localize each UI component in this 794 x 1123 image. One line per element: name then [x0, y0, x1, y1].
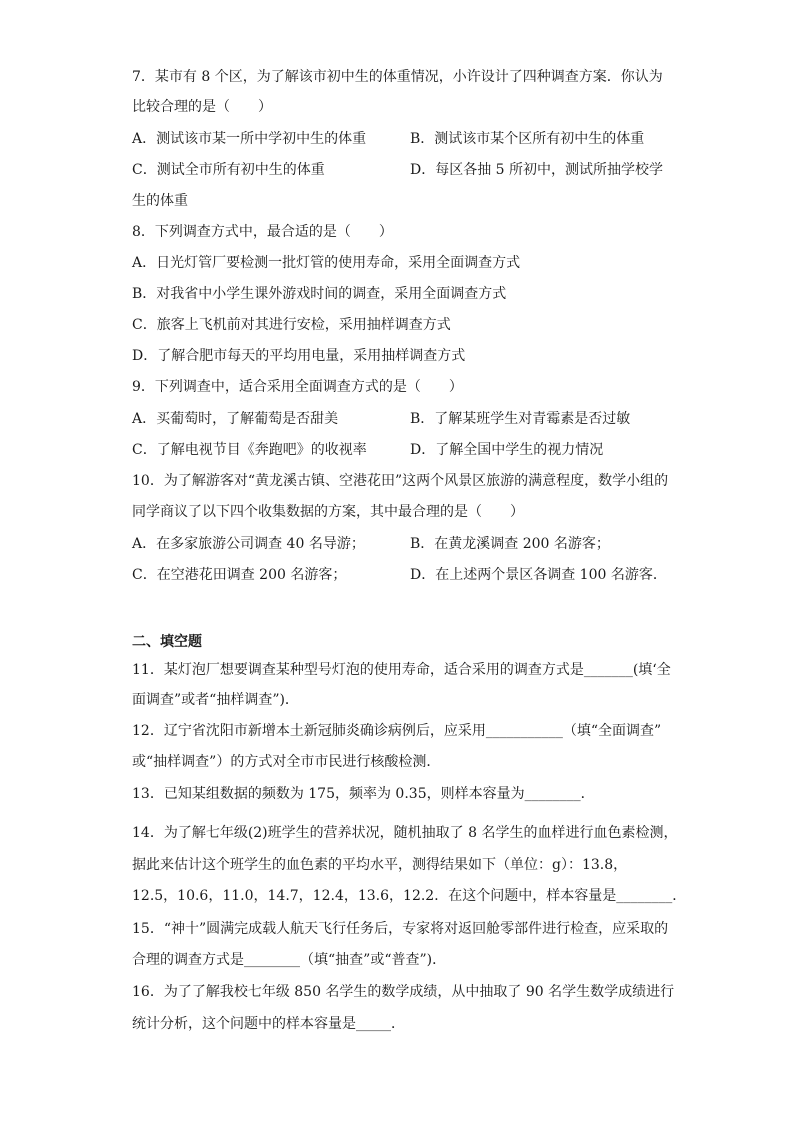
q11-line2: 面调查”或者“抽样调查”)．: [132, 692, 299, 708]
q7-option-c: C．测试全市所有初中生的体重: [132, 162, 325, 178]
q7-option-a: A．测试该市某一所中学初中生的体重: [132, 131, 367, 147]
q15-line1: 15．“神十”圆满完成载人航天飞行任务后，专家将对返回舱零部件进行检查，应采取的: [132, 921, 669, 937]
q7-option-d-line2: 生的体重: [132, 193, 188, 209]
q14-line1: 14．为了解七年级(2)班学生的营养状况，随机抽取了 8 名学生的血样进行血色素检测，: [132, 825, 678, 841]
q8-option-d: D．了解合肥市每天的平均用电量，采用抽样调查方式: [132, 348, 466, 364]
q15-line2: 合理的调查方式是________（填“抽查”或“普查”)．: [132, 952, 447, 968]
q11-line1: 11．某灯泡厂想要调查某种型号灯泡的使用寿命，适合采用的调查方式是_______(填‘全: [132, 662, 671, 678]
q12-line2: 或“抽样调查”）的方式对全市市民进行核酸检测．: [132, 754, 441, 770]
q10-option-a: A．在多家旅游公司调查 40 名导游；: [132, 536, 365, 552]
q10-stem-line1: 10．为了解游客对“黄龙溪古镇、空港花田”这两个风景区旅游的满意程度，数学小组的: [132, 473, 669, 489]
q14-line2: 据此来估计这个班学生的血色素的平均水平，测得结果如下（单位：g）：13.8，: [132, 857, 628, 873]
q12-line1: 12．辽宁省沈阳市新增本土新冠肺炎确诊病例后，应采用___________（填“全面调查”: [132, 723, 662, 739]
q9-option-b: B．了解某班学生对青霉素是否过敏: [410, 411, 631, 427]
q8-option-a: A．日光灯管厂要检测一批灯管的使用寿命，采用全面调查方式: [132, 255, 521, 271]
q16-line1: 16．为了了解我校七年级 850 名学生的数学成绩，从中抽取了 90 名学生数学成绩进行: [132, 984, 675, 1000]
q9-option-c: C．了解电视节目《奔跑吧》的收视率: [132, 442, 367, 458]
q8-option-b: B．对我省中小学生课外游戏时间的调查，采用全面调查方式: [132, 286, 507, 302]
q8-option-c: C．旅客上飞机前对其进行安检，采用抽样调查方式: [132, 317, 451, 333]
q10-stem-line2: 同学商议了以下四个收集数据的方案，其中最合理的是（ ）: [132, 504, 524, 520]
q7-stem-line1: 7．某市有 8 个区，为了解该市初中生的体重情况，小许设计了四种调查方案．你认为: [132, 69, 663, 85]
q9-option-a: A．买葡萄时，了解葡萄是否甜美: [132, 411, 339, 427]
q10-option-d: D．在上述两个景区各调查 100 名游客．: [410, 567, 667, 583]
q8-stem: 8．下列调查方式中，最合适的是（ ）: [132, 224, 393, 240]
q9-stem: 9．下列调查中，适合采用全面调查方式的是（ ）: [132, 379, 463, 395]
q7-stem-line2: 比较合理的是（ ）: [132, 99, 272, 115]
q13-line1: 13．已知某组数据的频数为 175，频率为 0.35，则样本容量为________．: [132, 786, 595, 802]
q16-line2: 统计分析，这个问题中的样本容量是_____．: [132, 1016, 405, 1032]
q14-line3: 12.5，10.6，11.0，14.7，12.4，13.6，12.2．在这个问题中，样本容量是________．: [132, 888, 687, 904]
q9-option-d: D．了解全国中学生的视力情况: [410, 442, 604, 458]
q7-option-d-line1: D．每区各抽 5 所初中，测试所抽学校学: [410, 162, 664, 178]
q10-option-b: B．在黄龙溪调查 200 名游客；: [410, 536, 610, 552]
q10-option-c: C．在空港花田调查 200 名游客；: [132, 567, 347, 583]
q7-option-b: B．测试该市某个区所有初中生的体重: [410, 131, 645, 147]
section-heading-fill-in: 二、填空题: [132, 634, 202, 650]
